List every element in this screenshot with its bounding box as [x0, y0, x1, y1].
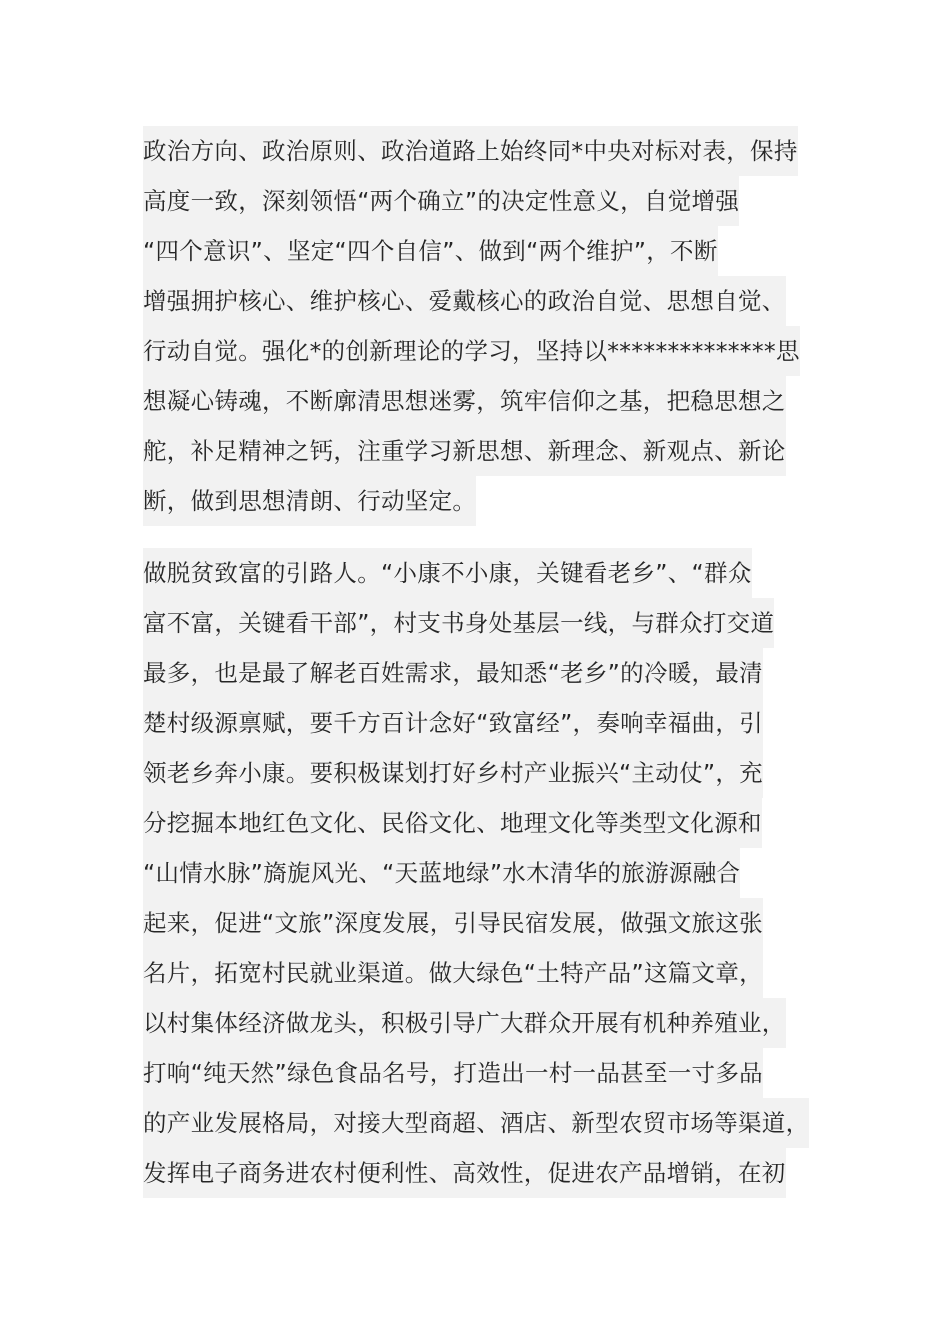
text-line [143, 176, 800, 226]
text-line [143, 276, 800, 326]
line-text: “四个意识”、坚定“四个自信”、做到“两个维护”，不断 [143, 226, 718, 276]
text-line [143, 698, 809, 748]
line-text: 分挖掘本地红色文化、民俗文化、地理文化等类型文化源和 [143, 798, 762, 848]
line-text: 楚村级源禀赋，要千方百计念好“致富经”，奏响幸福曲，引 [143, 698, 763, 748]
text-line [143, 948, 809, 998]
text-line [143, 326, 800, 376]
line-text: 想凝心铸魂，不断廓清思想迷雾，筑牢信仰之基，把稳思想之 [143, 376, 786, 426]
text-line [143, 798, 809, 848]
line-text: 的产业发展格局，对接大型商超、酒店、新型农贸市场等渠道， [143, 1098, 809, 1148]
text-line [143, 648, 809, 698]
paragraph-political-direction [143, 126, 800, 526]
line-text: 行动自觉。强化*的创新理论的学习，坚持以**************思 [143, 326, 800, 376]
line-text: 起来，促进“文旅”深度发展，引导民宿发展，做强文旅这张 [143, 898, 763, 948]
line-text: 断，做到思想清朗、行动坚定。 [143, 476, 476, 526]
text-line [143, 998, 809, 1048]
line-text: 增强拥护核心、维护核心、爱戴核心的政治自觉、思想自觉、 [143, 276, 786, 326]
text-line [143, 1148, 809, 1198]
paragraph-poverty-alleviation [143, 548, 809, 1198]
line-text: 做脱贫致富的引路人。“小康不小康，关键看老乡”、“群众 [143, 548, 752, 598]
text-line [143, 898, 809, 948]
line-text: 舵，补足精神之钙，注重学习新思想、新理念、新观点、新论 [143, 426, 786, 476]
text-line [143, 848, 809, 898]
line-text: 名片，拓宽村民就业渠道。做大绿色“土特产品”这篇文章， [143, 948, 763, 998]
text-line [143, 598, 809, 648]
text-line [143, 476, 800, 526]
text-line [143, 376, 800, 426]
line-text: 发挥电子商务进农村便利性、高效性，促进农产品增销，在初 [143, 1148, 786, 1198]
text-line [143, 1098, 809, 1148]
text-line [143, 1048, 809, 1098]
line-text: 最多，也是最了解老百姓需求，最知悉“老乡”的冷暖，最清 [143, 648, 763, 698]
text-line [143, 126, 800, 176]
line-text: 以村集体经济做龙头，积极引导广大群众开展有机种养殖业， [143, 998, 786, 1048]
line-text: 富不富，关键看干部”，村支书身处基层一线，与群众打交道 [143, 598, 774, 648]
text-line [143, 748, 809, 798]
line-text: 高度一致，深刻领悟“两个确立”的决定性意义，自觉增强 [143, 176, 739, 226]
text-line [143, 226, 800, 276]
text-line [143, 426, 800, 476]
line-text: “山情水脉”旖旎风光、“天蓝地绿”水木清华的旅游源融合 [143, 848, 740, 898]
line-text: 打响“纯天然”绿色食品名号，打造出一村一品甚至一寸多品 [143, 1048, 763, 1098]
line-text: 政治方向、政治原则、政治道路上始终同*中央对标对表，保持 [143, 126, 798, 176]
text-line [143, 548, 809, 598]
line-text: 领老乡奔小康。要积极谋划打好乡村产业振兴“主动仗”，充 [143, 748, 763, 798]
